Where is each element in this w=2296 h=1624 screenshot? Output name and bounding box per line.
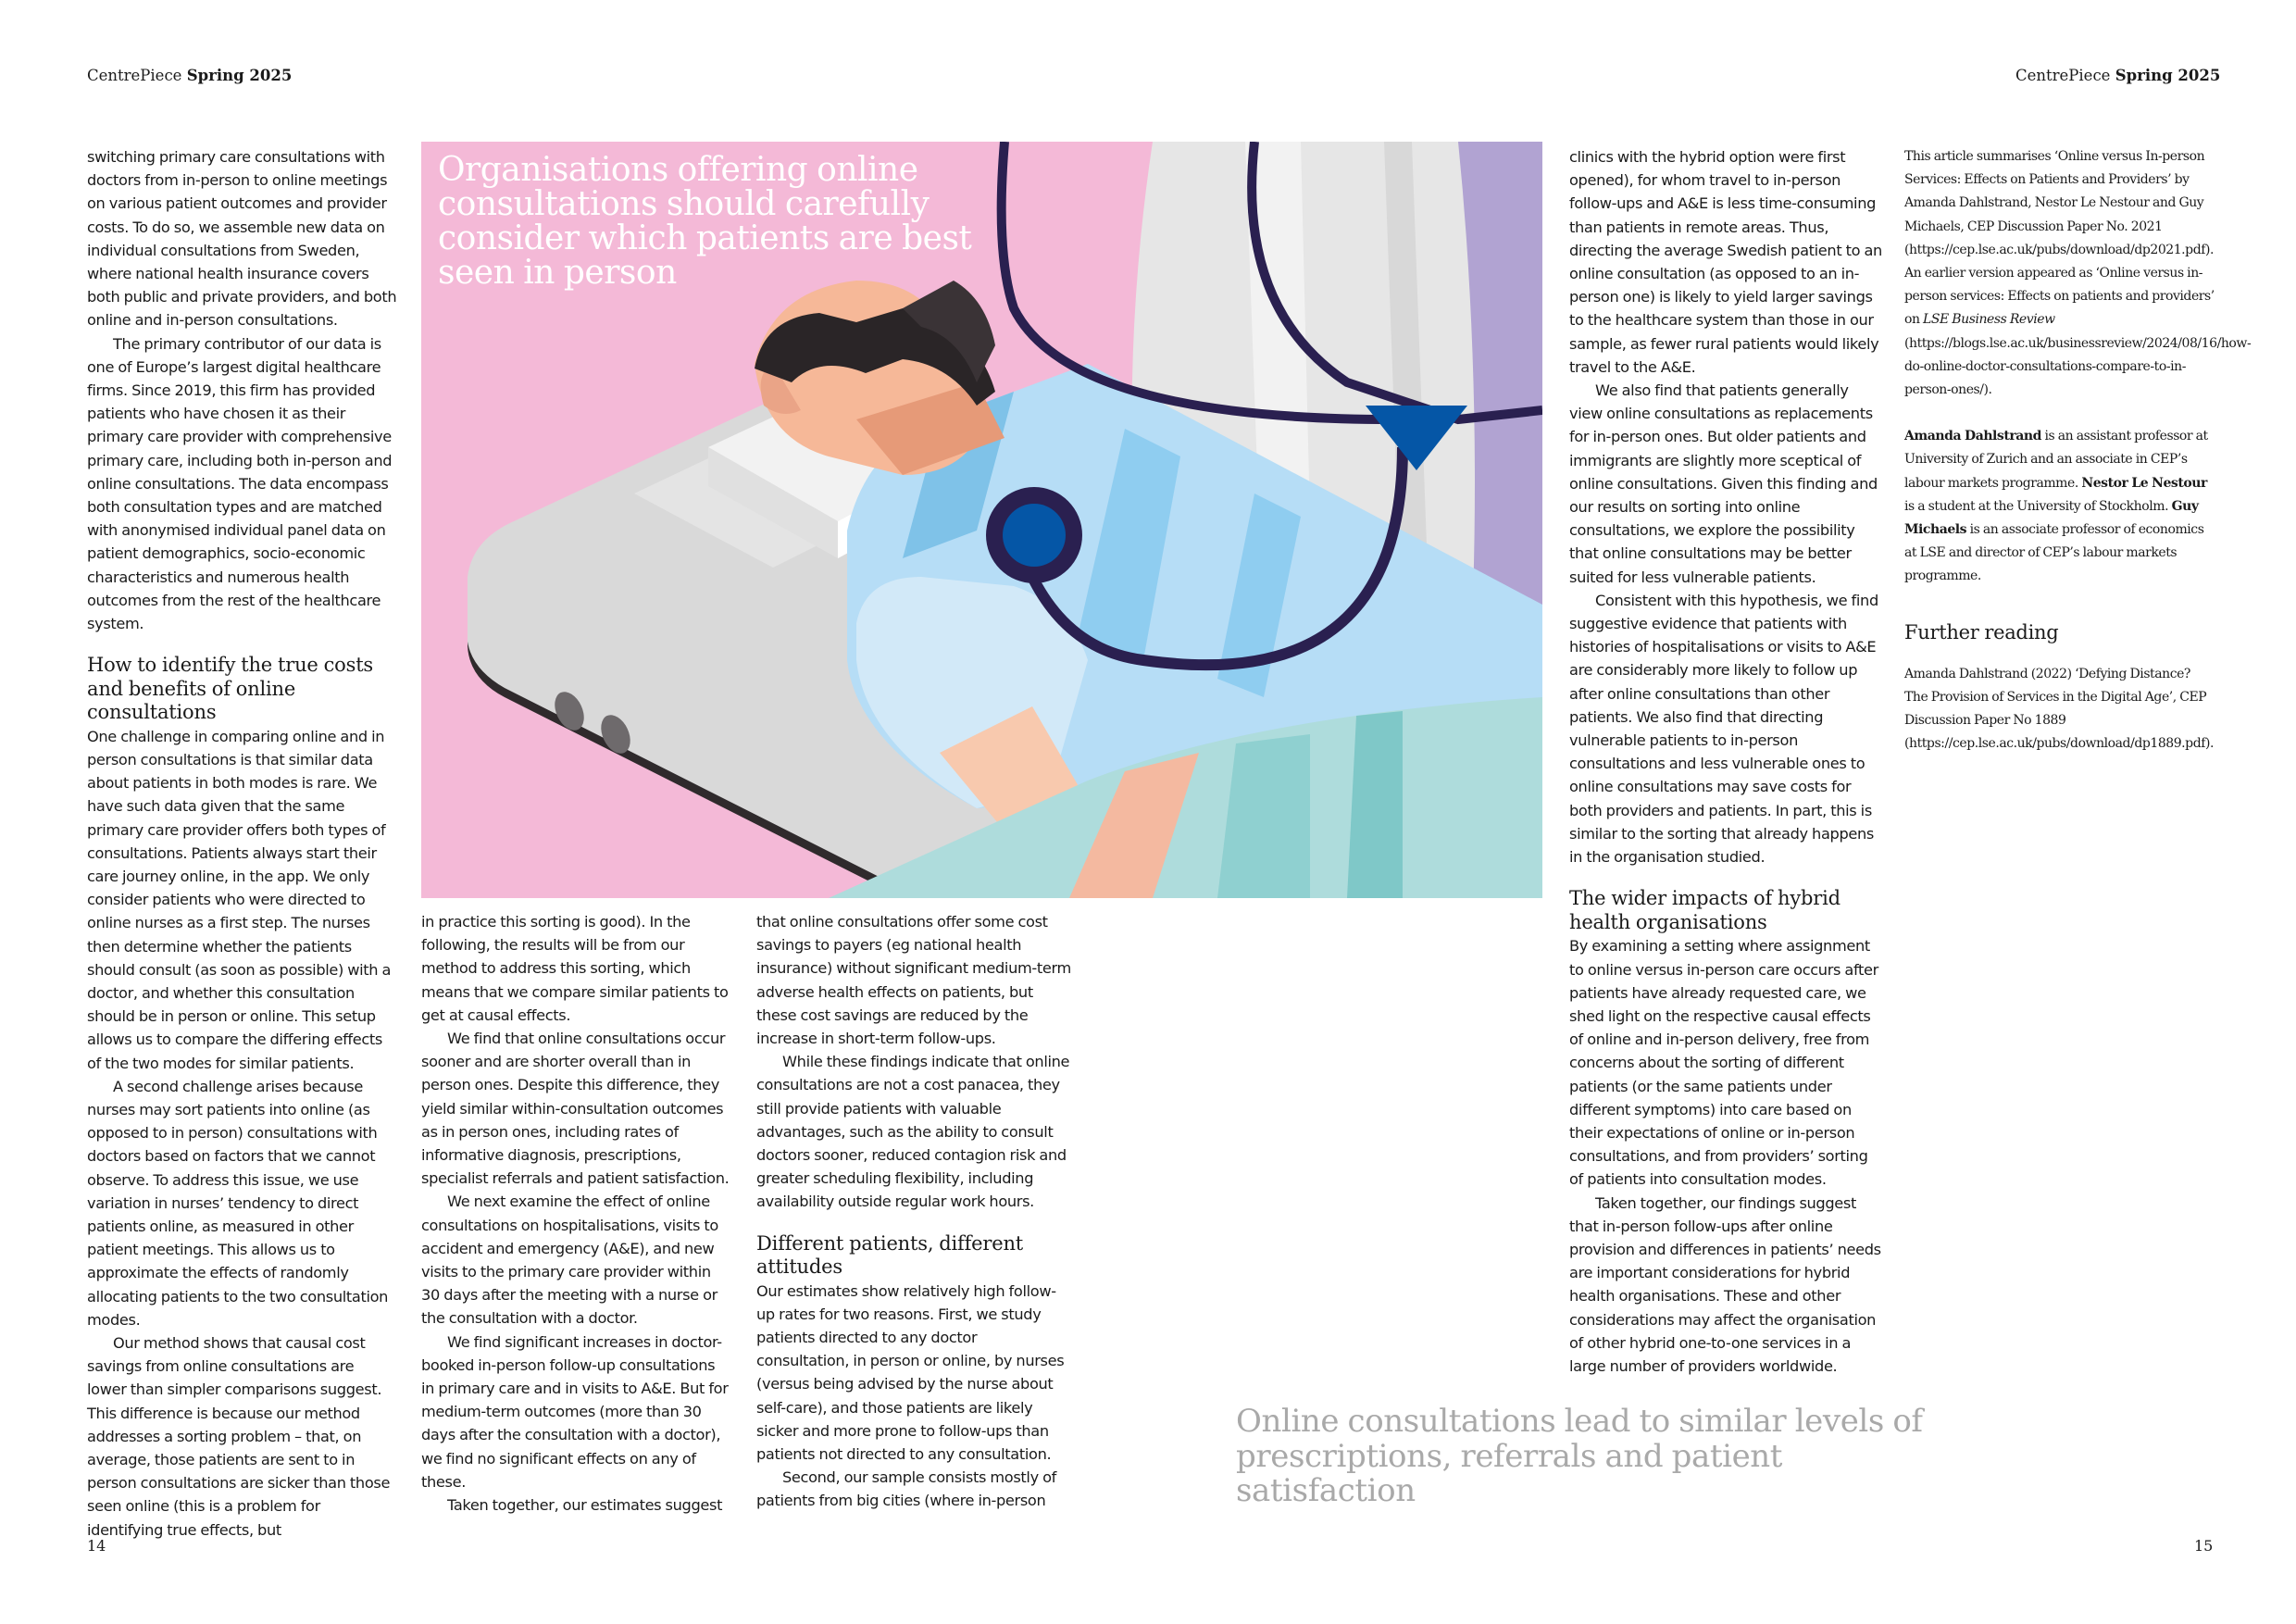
page-number-right: 15 bbox=[2194, 1537, 2214, 1555]
running-header-right bbox=[2015, 67, 2220, 84]
paragraph: We find that online consultations occur sooner and are shorter overall than in person ones. Despite this difference, they yield similar within-consultation outcomes as in person ones, including rates of informative diagnosis, prescriptions, specialist referrals and patient satisfaction. bbox=[421, 1030, 730, 1188]
publication-name: CentrePiece bbox=[2015, 67, 2111, 84]
author-name: Nestor Le Nestour bbox=[2081, 475, 2207, 491]
issue-name: Spring 2025 bbox=[186, 67, 293, 84]
pull-quote: Online consultations lead to similar levels of prescriptions, referrals and patient satisfaction bbox=[1236, 1403, 1923, 1509]
column-4 bbox=[1569, 145, 1884, 1378]
further-reading-heading: Further reading bbox=[1904, 620, 2059, 643]
column-1 bbox=[87, 145, 397, 1542]
author-name: Guy Michaels bbox=[1904, 498, 2199, 538]
stethoscope-chest-inner bbox=[1003, 504, 1066, 567]
paragraph: Taken together, our findings suggest that in-person follow-ups after online provision and differences in patients’ needs are important considerations for hybrid health organisations. These and other considerations may affect the organisation of other hybrid one-to-one services in a large number of providers worldwide. bbox=[1569, 1193, 1881, 1375]
paragraph: We find significant increases in doctor-booked in-person follow-up consultations in primary care and in visits to A&E. But for medium-term outcomes (more than 30 days after the consultation with a doctor), we find no significant effects on any of these. bbox=[421, 1332, 729, 1491]
paragraph: One challenge in comparing online and in person consultations is that similar data about patients in both modes is rare. We have such data given that the same primary care provider offers both types of consultations. Patients always start their care journey online, in the app. We only consider patients who were directed to online nurses as a first step. The nurses then determine whether the patients should consult (as soon as possible) with a doctor, and whether this consultation should be in person or online. This setup allows us to compare the differing effects of the two modes for similar patients. bbox=[87, 727, 392, 1072]
issue-name: Spring 2025 bbox=[2115, 67, 2221, 84]
illustration-quote: Organisations offering online consultations should carefully consider which patients are best seen in person bbox=[438, 151, 972, 292]
column-2 bbox=[421, 910, 731, 1517]
further-reading-text: Amanda Dahlstrand (2022) ‘Defying Distance? The Provision of Services in the Digital Age’, CEP Discussion Paper No 1889 (https://cep.lse.ac.uk/pubs/download/dp1889.pdf). bbox=[1904, 666, 2214, 752]
paragraph: Taken together, our estimates suggest bbox=[447, 1496, 723, 1515]
blanket-fold bbox=[1347, 711, 1403, 898]
column-3 bbox=[756, 910, 1071, 1513]
paragraph: in practice this sorting is good). In the following, the results will be from our method to address this sorting, which means that we compare similar patients to get at causal effects. bbox=[421, 913, 729, 1024]
publication-title: LSE Business Review bbox=[1923, 312, 2055, 328]
paragraph: Our estimates show relatively high follow-up rates for two reasons. First, we study patients directed to any doctor consultation, in person or online, by nurses (versus being advised by the nurse about self-care), and those patients are likely sicker and more prone to follow-ups than patients not directed to any consultation. bbox=[756, 1281, 1065, 1464]
paragraph: switching primary care consultations with doctors from in-person to online meetings on various patient outcomes and provider costs. To do so, we assemble new data on individual consultations from Sweden, where national health insurance covers both public and private providers, and both online and in-person consultations. bbox=[87, 148, 397, 330]
section-heading: How to identify the true costs and benefits of online consultations bbox=[87, 654, 374, 724]
paragraph: Second, our sample consists mostly of patients from big cities (where in-person bbox=[756, 1468, 1057, 1510]
paragraph: Our method shows that causal cost savings from online consultations are lower than simpler comparisons suggest. This difference is because our method addresses a sorting problem – that, on average, those patients are sent to in person consultations are sicker than those seen online (this is a problem for identifying true effects, but bbox=[87, 1334, 391, 1539]
paragraph: We also find that patients generally view online consultations as replacements for in-person ones. But older patients and immigrants are slightly more sceptical of online consultations. Given this finding and our results on sorting into online consultations, we explore the possibility that online consultations may be better suited for less vulnerable patients. bbox=[1569, 381, 1878, 586]
page-number-left: 14 bbox=[87, 1537, 106, 1555]
author-name: Amanda Dahlstrand bbox=[1904, 429, 2041, 444]
paragraph: While these findings indicate that online consultations are not a cost panacea, they still provide patients with valuable advantages, such as the ability to consult doctors sooner, reduced contagion risk and greater scheduling flexibility, including availability outside regular work hours. bbox=[756, 1053, 1070, 1211]
author-bios: Amanda Dahlstrand is an assistant professor at University of Zurich and an associate in CEP’s labour markets programme. Nestor Le Nestour is a student at the University of Stockholm. Guy Michaels is an associate professor of economics at LSE and director of CEP’s labour markets programme. bbox=[1904, 429, 2208, 584]
section-heading: Different patients, different attitudes bbox=[756, 1231, 1024, 1279]
paragraph: The primary contributor of our data is one of Europe’s largest digital healthcare firms. Since 2019, this firm has provided patients who have chosen it as their primary care provider with comprehensive primary care, including both in-person and online consultations. The data encompass both consultation types and are matched with anonymised individual panel data on patient demographics, socio-economic characteristics and numerous health outcomes from the rest of the healthcare system. bbox=[87, 334, 393, 633]
section-heading: The wider impacts of hybrid health organisations bbox=[1569, 887, 1841, 933]
paragraph: We next examine the effect of online consultations on hospitalisations, visits to accident and emergency (A&E), and new visits to the primary care provider within 30 days after the meeting with a nurse or the consultation with a doctor. bbox=[421, 1193, 718, 1328]
running-header-left bbox=[87, 67, 292, 84]
paragraph: Consistent with this hypothesis, we find suggestive evidence that patients with histories of hospitalisations or visits to A&E are considerably more likely to follow up after online consultations than other patients. We also find that directing vulnerable patients to in-person consultations and less vulnerable ones to online consultations may save costs for both providers and patients. In part, this is similar to the sorting that already happens in the organisation studied. bbox=[1569, 591, 1878, 867]
hero-illustration bbox=[421, 142, 1542, 898]
paragraph: clinics with the hybrid option were first opened), for whom travel to in-person follow-ups and A&E is less time-consuming than patients in remote areas. Thus, directing the average Swedish patient to an online consultation (as opposed to an in-person one) is likely to yield larger savings to the healthcare system than those in our sample, as fewer rural patients would likely travel to the A&E. bbox=[1569, 148, 1882, 376]
sidebar bbox=[1904, 145, 2252, 756]
article-summary: This article summarises ‘Online versus In-person Services: Effects on Patients and Providers’ by Amanda Dahlstrand, Nestor Le Nestour and Guy Michaels, CEP Discussion Paper No. 2021 (https://cep.lse.ac.uk/pubs/download/dp2021.pdf). An earlier version appeared as ‘Online versus in-person services: Effects on patients and providers’ on LSE Business Review (https://blogs.lse.ac.uk/businessreview/2024/08/16/how-do-online-doctor-consultations-compare-to-in-person-ones/). bbox=[1904, 149, 2252, 398]
paragraph: that online consultations offer some cost savings to payers (eg national health insurance) without significant medium-term adverse health effects on patients, but these cost savings are reduced by the increase in short-term follow-ups. bbox=[756, 913, 1071, 1048]
paragraph: By examining a setting where assignment to online versus in-person care occurs after patients have already requested care, we shed light on the respective causal effects of online and in-person delivery, free from concerns about the sorting of different patients (or the same patients under different symptoms) into care based on their expectations of online or in-person consultations, and from providers’ sorting of patients into consultation modes. bbox=[1569, 937, 1878, 1189]
publication-name: CentrePiece bbox=[87, 67, 182, 84]
paragraph: A second challenge arises because nurses may sort patients into online (as opposed to in person) consultations with doctors based on factors that we cannot observe. To address this issue, we use variation in nurses’ tendency to direct patients online, as measured in other patient meetings. This allows us to approximate the effects of randomly allocating patients to the two consultation modes. bbox=[87, 1077, 389, 1329]
